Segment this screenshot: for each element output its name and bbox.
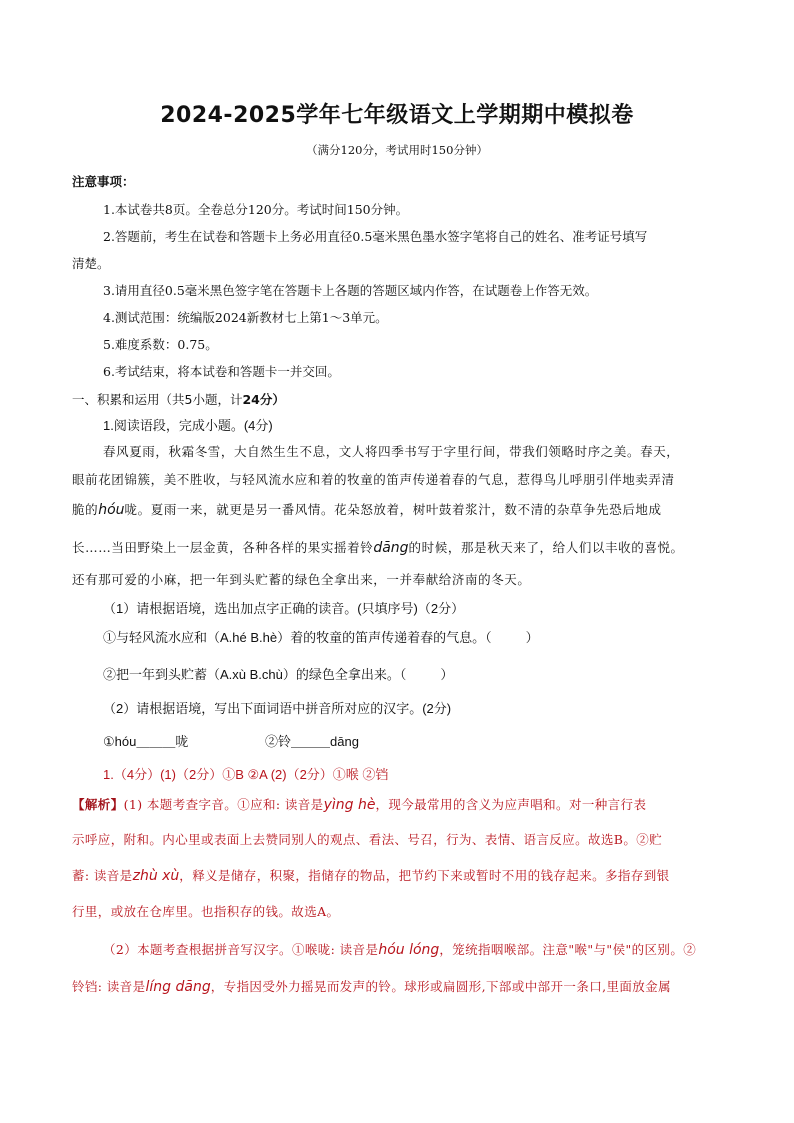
pinyin-hou-long: hóu lóng [378,942,440,958]
section-heading [72,390,285,408]
analysis-text: ，释义是储存，积聚，指储存的物品，把节约下来或暂时不用的钱存起来。多指存到银 [179,868,670,883]
analysis-line [72,977,671,995]
sub-question-2-item [265,731,359,750]
passage-line: 还有那可爱的小麻，把一年到头贮蓄的绿色全拿出来，一并奉献给济南的冬天。 [72,572,531,587]
passage-line: 春风夏雨，秋霜冬雪，大自然生生不息，文人将四季书写于字里行间，带我们领略时序之美。春天， [103,444,680,459]
analysis-line: 示呼应，附和。内心里或表面上去赞同别人的观点、看法、号召，行为、表情、语言反应。故选B。②贮 [72,832,663,847]
analysis-text: （2）本题考查根据拼音写汉字。①喉咙: 读音是 [103,942,379,957]
pinyin-hou: hóu [98,502,125,518]
note-item: 3.请用直径0.5毫米黑色签字笔在答题卡上各题的答题区域内作答，在试题卷上作答无效。 [103,283,598,298]
item-text: ①hóu＿＿＿ [103,734,176,749]
item-text: ①与轻风流水应和（A.hé B.hè）着的牧童的笛声传递着春的气息。（ [103,630,492,645]
sub-question-1-item [103,627,539,646]
note-item: 4.测试范围：统编版2024新教材七上第1～3单元。 [103,310,388,325]
analysis-text: ，现今最常用的含义为应声唱和。对一种言行表 [375,797,647,812]
note-item: 6.考试结束，将本试卷和答题卡一并交回。 [103,364,340,379]
analysis-text: (1) 本题考查字音。①应和: 读音是 [123,797,324,812]
pinyin-ling-dang: líng dāng [145,979,211,995]
section-heading-tail: 分） [259,392,285,407]
sub-question-1-prompt: （1）请根据语境，选出加点字正确的读音。(只填序号)（2分） [103,601,465,616]
analysis-text: 铃铛: 读音是 [72,979,146,994]
answer-line: 1.（4分）(1)（2分）①B ②A (2)（2分）①喉 ②铛 [103,767,389,782]
section-heading-main: 一、积累和运用（共5小题，计 [72,392,243,407]
note-item: 5.难度系数：0.75。 [103,337,218,352]
page-title: 2024-2025学年七年级语文上学期期中模拟卷 [160,103,634,128]
section-heading-score: 24 [242,392,260,407]
note-item: 清楚。 [72,256,110,271]
question-1-prompt: 1.阅读语段，完成小题。(4分) [103,418,273,433]
pinyin-dang: dāng [373,540,409,556]
item-text: ） [525,630,539,645]
passage-line [72,500,662,518]
item-text: ②铃＿＿＿ [265,734,331,749]
passage-line: 眼前花团锦簇，美不胜收，与轻风流水应和着的牧童的笛声传递着春的气息，惹得鸟儿呼朋引伴地卖弄清 [72,472,675,487]
analysis-text: ，笼统指咽喉部。注意"喉"与"侯"的区别。② [439,942,697,957]
analysis-line: 行里，或放在仓库里。也指积存的钱。故选A。 [72,904,340,919]
analysis-line [72,866,670,884]
passage-text: 长……当田野染上一层金黄，各种各样的果实摇着铃 [72,540,374,555]
analysis-text: 蓄: 读音是 [72,868,133,883]
analysis-line [72,795,646,813]
pinyin-zhu-xu: zhù xù [132,868,180,884]
sub-question-2-prompt: （2）请根据语境，写出下面词语中拼音所对应的汉字。(2分) [103,701,452,716]
analysis-line [103,940,696,958]
passage-text: 脆的 [72,502,99,517]
sub-question-1-item [103,664,453,683]
passage-text: 咙。夏雨一来，就更是另一番风情。花朵怒放着，树叶鼓着浆汁，数不清的杂草争先恐后地成 [124,502,662,517]
item-text: ） [440,667,454,682]
item-text: 咙 [175,734,189,749]
note-item: 1.本试卷共8页。全卷总分120分。考试时间150分钟。 [103,202,409,217]
notes-heading: 注意事项： [72,174,135,189]
analysis-tag: 【解析】 [72,797,124,812]
passage-line [72,538,684,556]
page-subtitle: （满分120分，考试用时150分钟） [306,143,488,157]
note-item: 2.答题前，考生在试卷和答题卡上务必用直径0.5毫米黑色墨水签字笔将自己的姓名、准考证号填写 [103,229,648,244]
analysis-text: ，专指因受外力摇晃而发声的铃。球形或扁圆形,下部或中部开一条口,里面放金属 [210,979,671,994]
passage-text: 的时候，那是秋天来了，给人们以丰收的喜悦。 [408,540,684,555]
item-text: ②把一年到头贮蓄（A.xù B.chù）的绿色全拿出来。（ [103,667,407,682]
item-text: dāng [330,734,359,749]
pinyin-ying-he: yìng hè [323,797,376,813]
sub-question-2-item [103,731,188,750]
